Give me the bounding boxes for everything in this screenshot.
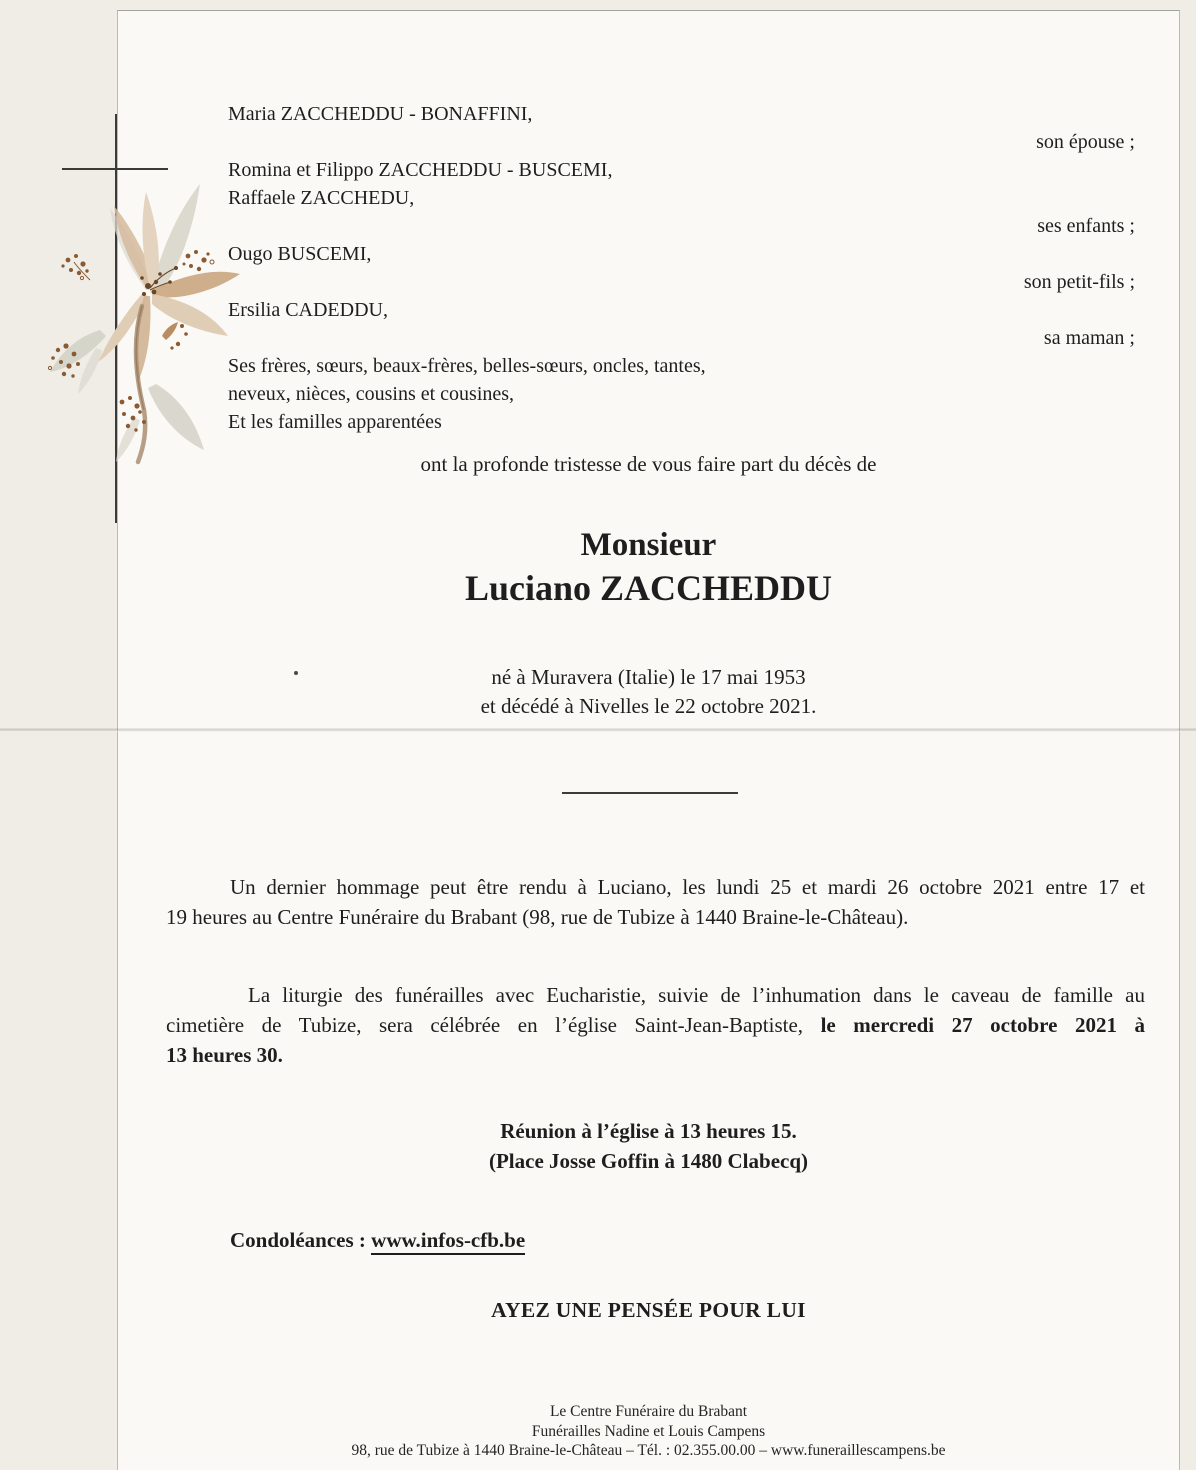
birth-line: né à Muravera (Italie) le 17 mai 1953	[491, 665, 806, 689]
family-name-line: Romina et Filippo ZACCHEDDU - BUSCEMI,	[228, 159, 613, 181]
relation-line: son épouse ;	[1036, 131, 1135, 153]
family-name-line: Raffaele ZACCHEDU,	[228, 187, 415, 209]
lily-flower-icon	[38, 178, 244, 466]
intro-line: ont la profonde tristesse de vous faire part du décès de	[420, 452, 877, 476]
footer-line-1: Le Centre Funéraire du Brabant	[549, 1403, 748, 1420]
section-divider	[562, 792, 738, 794]
deceased-title: Monsieur	[580, 527, 717, 563]
condolences-label: Condoléances :	[230, 1228, 372, 1252]
funeral-line: 13 heures 30.	[166, 1043, 283, 1067]
funeral-line	[166, 1010, 1145, 1040]
family-name-line: Et les familles apparentées	[228, 411, 442, 433]
death-line: et décédé à Nivelles le 22 octobre 2021.	[480, 694, 817, 718]
reunion-line-1: Réunion à l’église à 13 heures 15.	[500, 1119, 797, 1143]
family-name-line: Ses frères, sœurs, beaux-frères, belles-sœurs, oncles, tantes,	[228, 355, 706, 377]
funeral-home-footer	[117, 1402, 1180, 1461]
reunion-block	[117, 1116, 1180, 1176]
footer-line-2: Funérailles Nadine et Louis Campens	[531, 1422, 766, 1440]
deceased-name: Luciano ZACCHEDDU	[464, 568, 833, 608]
tribute-paragraph	[166, 872, 1145, 932]
ink-speck	[294, 671, 298, 675]
family-name-line: Ersilia CADEDDU,	[228, 299, 388, 321]
family-name-line: Ougo BUSCEMI,	[228, 243, 372, 265]
family-name-line: neveux, nièces, cousins et cousines,	[228, 383, 515, 405]
relation-line: son petit-fils ;	[1023, 271, 1135, 293]
funeral-line-bold: le mercredi 27 octobre 2021 à	[820, 1013, 1145, 1037]
family-name-line: Maria ZACCHEDDU - BONAFFINI,	[228, 103, 533, 125]
fold-crease	[0, 728, 1196, 732]
funeral-line-normal: cimetière de Tubize, sera célébrée en l’église Saint-Jean-Baptiste,	[166, 1013, 821, 1037]
family-list	[228, 100, 1135, 436]
condolences-url-text: www.infos-cfb.be	[371, 1228, 525, 1255]
tribute-line: 19 heures au Centre Funéraire du Brabant (98, rue de Tubize à 1440 Braine-le-Château).	[166, 905, 909, 929]
reunion-line-2: (Place Josse Goffin à 1480 Clabecq)	[488, 1149, 809, 1173]
footer-line-3: 98, rue de Tubize à 1440 Braine-le-Château – Tél. : 02.355.00.00 – www.funeraillescampens.be	[351, 1442, 946, 1459]
funeral-line: La liturgie des funérailles avec Eucharistie, suivie de l’inhumation dans le caveau de famille au	[248, 983, 1145, 1007]
tribute-line: Un dernier hommage peut être rendu à Luciano, les lundi 25 et mardi 26 octobre 2021 entre 17 et	[230, 875, 1145, 899]
closing-line: AYEZ UNE PENSÉE POUR LUI	[491, 1298, 806, 1322]
relation-line: ses enfants ;	[1037, 215, 1135, 237]
funeral-paragraph	[166, 980, 1145, 1070]
condolences-line	[230, 1228, 525, 1253]
life-dates	[117, 663, 1180, 721]
memorial-cross-icon	[62, 168, 168, 170]
relation-line: sa maman ;	[1043, 327, 1135, 349]
